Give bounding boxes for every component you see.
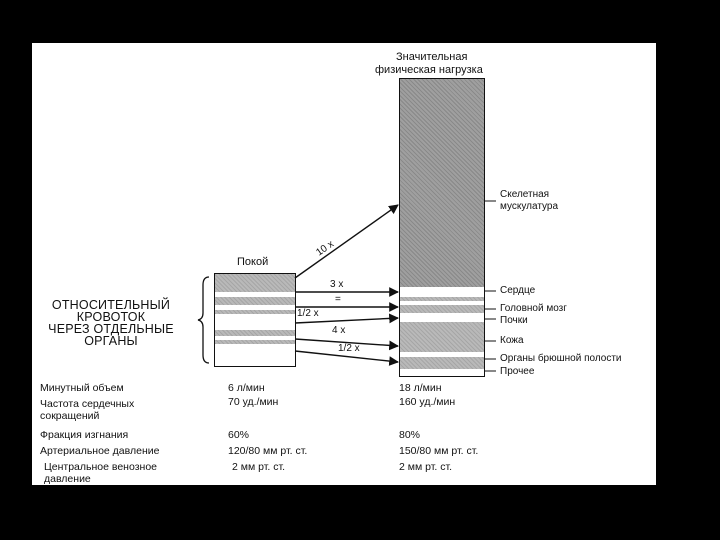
left-label-line1: ОТНОСИТЕЛЬНЫЙ xyxy=(51,298,171,312)
arrow-label-abdomen: 1/2 х xyxy=(338,343,360,354)
row-label-cvp: Центральное венозное давление xyxy=(44,461,157,485)
organ-label-kidney: Почки xyxy=(500,315,528,326)
row-exercise-heart-rate: 160 уд./мин xyxy=(399,396,456,408)
row-exercise-cardiac-output: 18 л/мин xyxy=(399,382,442,394)
arrow-muscle xyxy=(295,205,398,278)
row-rest-heart-rate: 70 уд./мин xyxy=(228,396,279,408)
slide xyxy=(32,43,656,485)
arrow-label-muscle: 10 х xyxy=(314,238,337,259)
left-label-line3: ЧЕРЕЗ ОТДЕЛЬНЫЕ xyxy=(48,322,174,336)
arrow-label-skin: 4 х xyxy=(332,325,346,336)
left-bracket xyxy=(198,277,209,363)
exercise-title-line1: Значительная xyxy=(396,51,468,63)
row-exercise-blood-pressure: 150/80 мм рт. ст. xyxy=(399,445,479,457)
row-rest-blood-pressure: 120/80 мм рт. ст. xyxy=(228,445,308,457)
row-label-ejection-fraction: Фракция изгнания xyxy=(40,429,129,441)
rest-title: Покой xyxy=(237,256,269,268)
row-label-cardiac-output: Минутный объем xyxy=(40,382,124,394)
organ-label-heart: Сердце xyxy=(500,285,536,296)
left-label-line2: КРОВОТОК xyxy=(76,310,146,324)
row-rest-cardiac-output: 6 л/мин xyxy=(228,382,265,394)
left-label-line4: ОРГАНЫ xyxy=(84,334,138,348)
row-label-heart-rate: Частота сердечных сокращений xyxy=(40,398,135,422)
organ-label-other: Прочее xyxy=(500,366,535,377)
organ-label-abdomen: Органы брюшной полости xyxy=(500,353,622,364)
row-rest-ejection-fraction: 60% xyxy=(228,429,250,441)
row-exercise-cvp: 2 мм рт. ст. xyxy=(399,461,453,473)
row-exercise-ejection-fraction: 80% xyxy=(399,429,421,441)
exercise-title-line2: физическая нагрузка xyxy=(375,64,483,76)
organ-label-skin: Кожа xyxy=(500,335,524,346)
organ-label-muscle: Скелетная мускулатура xyxy=(500,189,559,212)
organ-label-brain: Головной мозг xyxy=(500,303,567,314)
row-label-blood-pressure: Артериальное давление xyxy=(40,445,160,457)
arrow-label-brain: = xyxy=(335,294,341,305)
arrow-label-heart: 3 х xyxy=(330,279,344,290)
row-rest-cvp: 2 мм рт. ст. xyxy=(232,461,286,473)
arrow-label-kidney: 1/2 х xyxy=(297,308,319,319)
